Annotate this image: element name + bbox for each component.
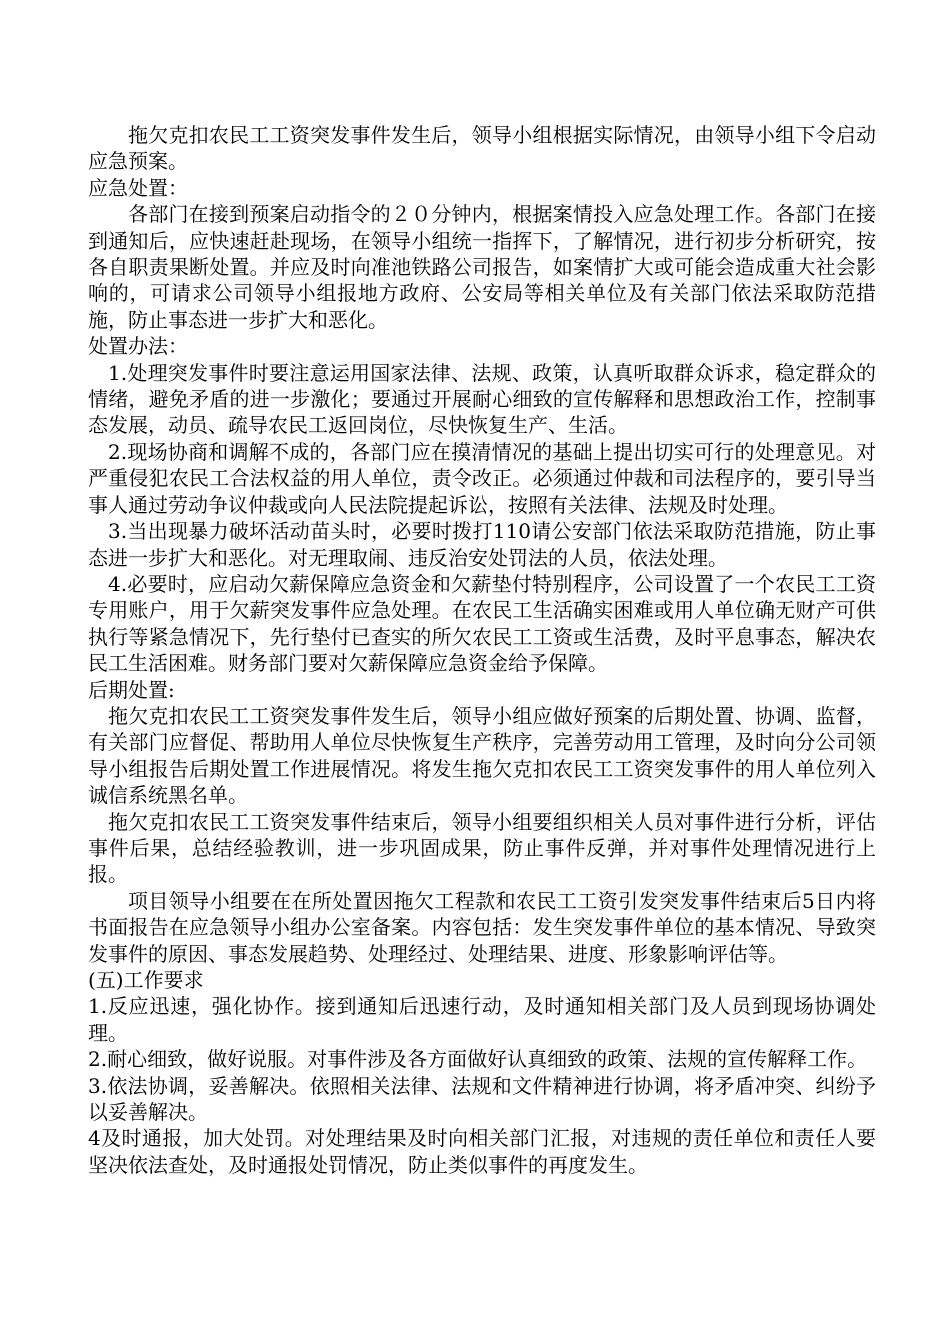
method-item-3: 3.当出现暴力破坏活动苗头时，必要时拨打110请公安部门依法采取防范措施，防止事态进一步扩大和恶化。对无理取闹、违反治安处罚法的人员，依法处理。: [88, 519, 876, 570]
requirement-item-1: 1.反应迅速，强化协作。接到通知后迅速行动，及时通知相关部门及人员到现场协调处理。: [88, 994, 876, 1045]
aftermath-paragraph-2: 拖欠克扣农民工工资突发事件结束后，领导小组要组织相关人员对事件进行分析，评估事件后果，总结经验教训，进一步巩固成果，防止事件反弹，并对事件处理情况进行上报。: [88, 809, 876, 887]
heading-methods: 处置办法：: [88, 334, 188, 359]
method-item-2: 2.现场协商和调解不成的，各部门应在摸清情况的基础上提出切实可行的处理意见。对严重侵犯农民工合法权益的用人单位，责令改正。必须通过仲裁和司法程序的，要引导当事人通过劳动争议仲裁或向人民法院提起诉讼，按照有关法律、法规及时处理。: [88, 439, 876, 517]
requirement-item-3: 3.依法协调，妥善解决。依照相关法律、法规和文件精神进行协调，将矛盾冲突、纠纷予以妥善解决。: [88, 1073, 876, 1125]
method-item-4: 4.必要时，应启动欠薪保障应急资金和欠薪垫付特别程序，公司设置了一个农民工工资专用账户，用于欠薪突发事件应急处理。在农民工生活确实困难或用人单位确无财产可供执行等紧急情况下，先行垫付已查实的所欠农民工工资或生活费，及时平息事态，解决农民工生活困难。财务部门要对欠薪保障应急资金给予保障。: [88, 571, 876, 676]
method-item-1: 1.处理突发事件时要注意运用国家法律、法规、政策，认真听取群众诉求，稳定群众的情绪，避免矛盾的进一步激化；要通过开展耐心细致的宣传解释和思想政治工作，控制事态发展，动员、疏导农民工返回岗位，尽快恢复生产、生活。: [88, 360, 876, 438]
heading-work-requirements: (五)工作要求: [88, 968, 204, 992]
requirement-item-2: 2.耐心细致，做好说服。对事件涉及各方面做好认真细致的政策、法规的宣传解释工作。: [88, 1047, 868, 1072]
paragraph-activation: 拖欠克扣农民工工资突发事件发生后，领导小组根据实际情况，由领导小组下令启动应急预案。: [88, 123, 876, 174]
document-body: [88, 122, 876, 1178]
aftermath-paragraph-3: 项目领导小组要在在所处置因拖欠工程款和农民工工资引发突发事件结束后5日内将书面报告在应急领导小组办公室备案。内容包括：发生突发事件单位的基本情况、导致突发事件的原因、事态发展趋势、处理经过、处理结果、进度、形象影响评估等。: [88, 888, 876, 966]
heading-aftermath: 后期处置:: [88, 677, 175, 702]
requirement-item-4: 4及时通报，加大处罚。对处理结果及时向相关部门汇报，对违规的责任单位和责任人要坚决依法查处，及时通报处罚情况，防止类似事件的再度发生。: [88, 1126, 876, 1177]
heading-emergency-response: 应急处置：: [88, 175, 188, 200]
paragraph-response: 各部门在接到预案启动指令的２０分钟内，根据案情投入应急处理工作。各部门在接到通知后，应快速赶赴现场，在领导小组统一指挥下，了解情况，进行初步分析研究，按各自职责果断处置。并应及时向准池铁路公司报告，如案情扩大或可能会造成重大社会影响的，可请求公司领导小组报地方政府、公安局等相关单位及有关部门依法采取防范措施，防止事态进一步扩大和恶化。: [88, 202, 876, 332]
aftermath-paragraph-1: 拖欠克扣农民工工资突发事件发生后，领导小组应做好预案的后期处置、协调、监督，有关部门应督促、帮助用人单位尽快恢复生产秩序，完善劳动用工管理，及时向分公司领导小组报告后期处置工作进展情况。将发生拖欠克扣农民工工资突发事件的用人单位列入诚信系统黑名单。: [88, 703, 876, 808]
